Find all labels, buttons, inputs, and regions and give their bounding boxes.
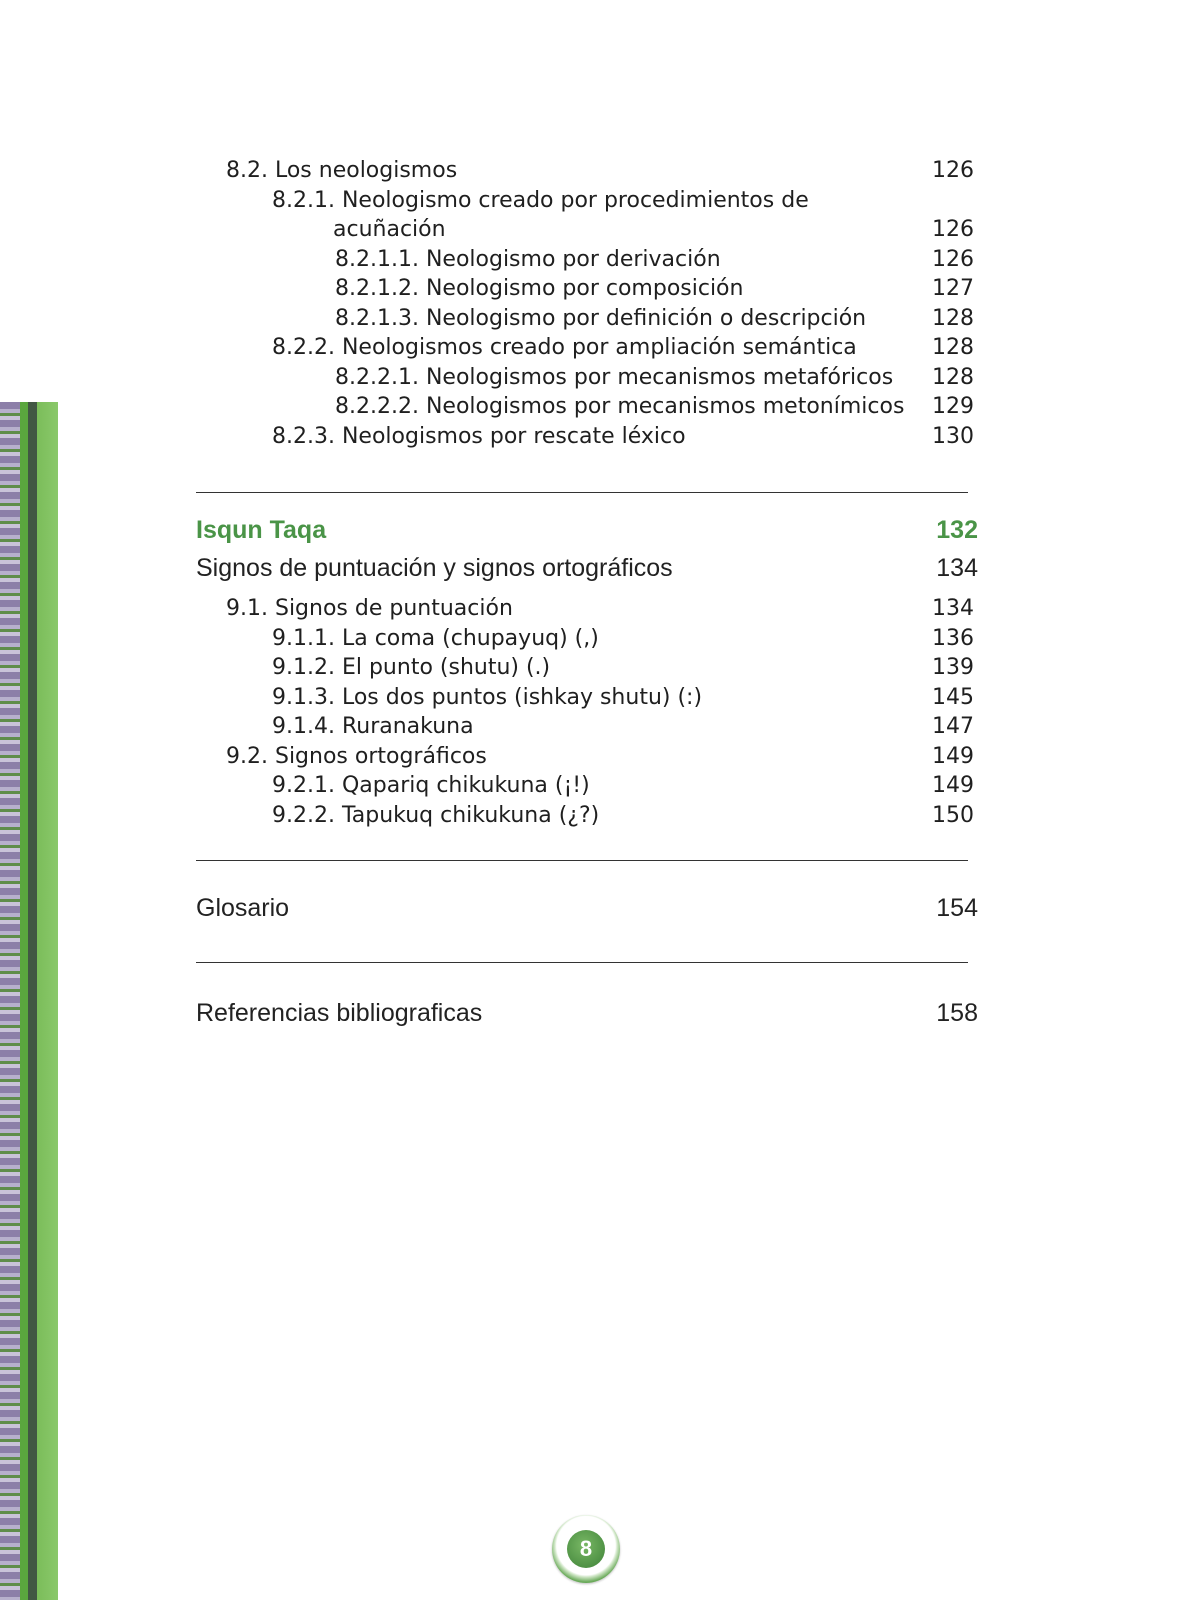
glosario-page: 154 xyxy=(936,894,978,922)
toc-entry-label: 8.2.3. Neologismos por rescate léxico xyxy=(272,424,686,449)
toc-entry-label: 8.2.2.1. Neologismos por mecanismos metafóricos xyxy=(335,365,894,390)
toc-entry[interactable] xyxy=(0,655,1192,685)
toc-entry-page: 130 xyxy=(932,424,974,449)
referencias-entry[interactable] xyxy=(0,999,1192,1029)
toc-entry-label: 9.1. Signos de puntuación xyxy=(226,596,513,621)
toc-entry-page: 128 xyxy=(932,306,974,331)
toc-entry[interactable] xyxy=(0,773,1192,803)
toc-entry[interactable] xyxy=(0,247,1192,277)
toc-entry-label: 9.2.2. Tapukuq chikukuna (¿?) xyxy=(272,803,600,828)
toc-entry-label: 9.1.2. El punto (shutu) (.) xyxy=(272,655,551,680)
chapter-subtitle-page: 134 xyxy=(936,554,978,582)
toc-entry-page: 126 xyxy=(932,217,974,242)
toc-entry-label: 8.2.1.1. Neologismo por derivación xyxy=(335,247,721,272)
toc-entry-page: 149 xyxy=(932,773,974,798)
toc-entry[interactable] xyxy=(0,217,1192,247)
toc-entry[interactable] xyxy=(0,335,1192,365)
toc-entry-page: 129 xyxy=(932,394,974,419)
toc-entry-label: acuñación xyxy=(333,217,446,242)
toc-entry-label: 8.2.1.3. Neologismo por definición o descripción xyxy=(335,306,867,331)
toc-entry-label: 8.2.2. Neologismos creado por ampliación semántica xyxy=(272,335,857,360)
glosario-label: Glosario xyxy=(196,894,290,922)
toc-entry-page: 150 xyxy=(932,803,974,828)
toc-entry-page: 126 xyxy=(932,158,974,183)
toc-entry-page: 147 xyxy=(932,714,974,739)
toc-entry[interactable] xyxy=(0,685,1192,715)
toc-entry[interactable] xyxy=(0,626,1192,656)
glosario-entry[interactable] xyxy=(0,894,1192,924)
chapter-page: 132 xyxy=(936,516,978,544)
toc-entry[interactable] xyxy=(0,424,1192,454)
toc-entry-page: 134 xyxy=(932,596,974,621)
toc-entry-page: 128 xyxy=(932,335,974,360)
toc-entry-page: 145 xyxy=(932,685,974,710)
toc-entry-label: 9.1.3. Los dos puntos (ishkay shutu) (:) xyxy=(272,685,703,710)
toc-entry[interactable] xyxy=(0,714,1192,744)
toc-entry-label: 8.2.1.2. Neologismo por composición xyxy=(335,276,744,301)
toc-entry[interactable] xyxy=(0,596,1192,626)
toc-entry-page: 136 xyxy=(932,626,974,651)
page-number-badge xyxy=(552,1515,620,1583)
toc-entry[interactable] xyxy=(0,276,1192,306)
toc-entry[interactable] xyxy=(0,188,1192,218)
toc-entry[interactable] xyxy=(0,365,1192,395)
toc-entry[interactable] xyxy=(0,306,1192,336)
toc-entry-page: 127 xyxy=(932,276,974,301)
chapter-heading[interactable] xyxy=(0,516,1192,546)
referencias-label: Referencias bibliograficas xyxy=(196,999,483,1027)
toc-entry-page: 149 xyxy=(932,744,974,769)
divider xyxy=(196,962,968,963)
toc-entry-page: 139 xyxy=(932,655,974,680)
chapter-subtitle-row[interactable] xyxy=(0,554,1192,584)
toc-entry[interactable] xyxy=(0,803,1192,833)
divider xyxy=(196,492,968,493)
referencias-page: 158 xyxy=(936,999,978,1027)
page-number: 8 xyxy=(567,1530,605,1568)
toc-entry-label: 8.2.2.2. Neologismos por mecanismos metonímicos xyxy=(335,394,905,419)
toc-entry-label: 9.1.1. La coma (chupayuq) (,) xyxy=(272,626,599,651)
chapter-title: Isqun Taqa xyxy=(196,516,327,544)
toc-entry-label: 9.2. Signos ortográficos xyxy=(226,744,487,769)
divider xyxy=(196,860,968,861)
toc-entry-label: 9.1.4. Ruranakuna xyxy=(272,714,474,739)
toc-entry[interactable] xyxy=(0,744,1192,774)
toc-entry-page: 126 xyxy=(932,247,974,272)
toc-entry-label: 9.2.1. Qapariq chikukuna (¡!) xyxy=(272,773,590,798)
chapter-subtitle: Signos de puntuación y signos ortográficos xyxy=(196,554,673,582)
toc-entry[interactable] xyxy=(0,158,1192,188)
toc-entry-label: 8.2.1. Neologismo creado por procedimientos de xyxy=(272,188,809,213)
toc-entry-page: 128 xyxy=(932,365,974,390)
toc-entry[interactable] xyxy=(0,394,1192,424)
toc-entry-label: 8.2. Los neologismos xyxy=(226,158,458,183)
